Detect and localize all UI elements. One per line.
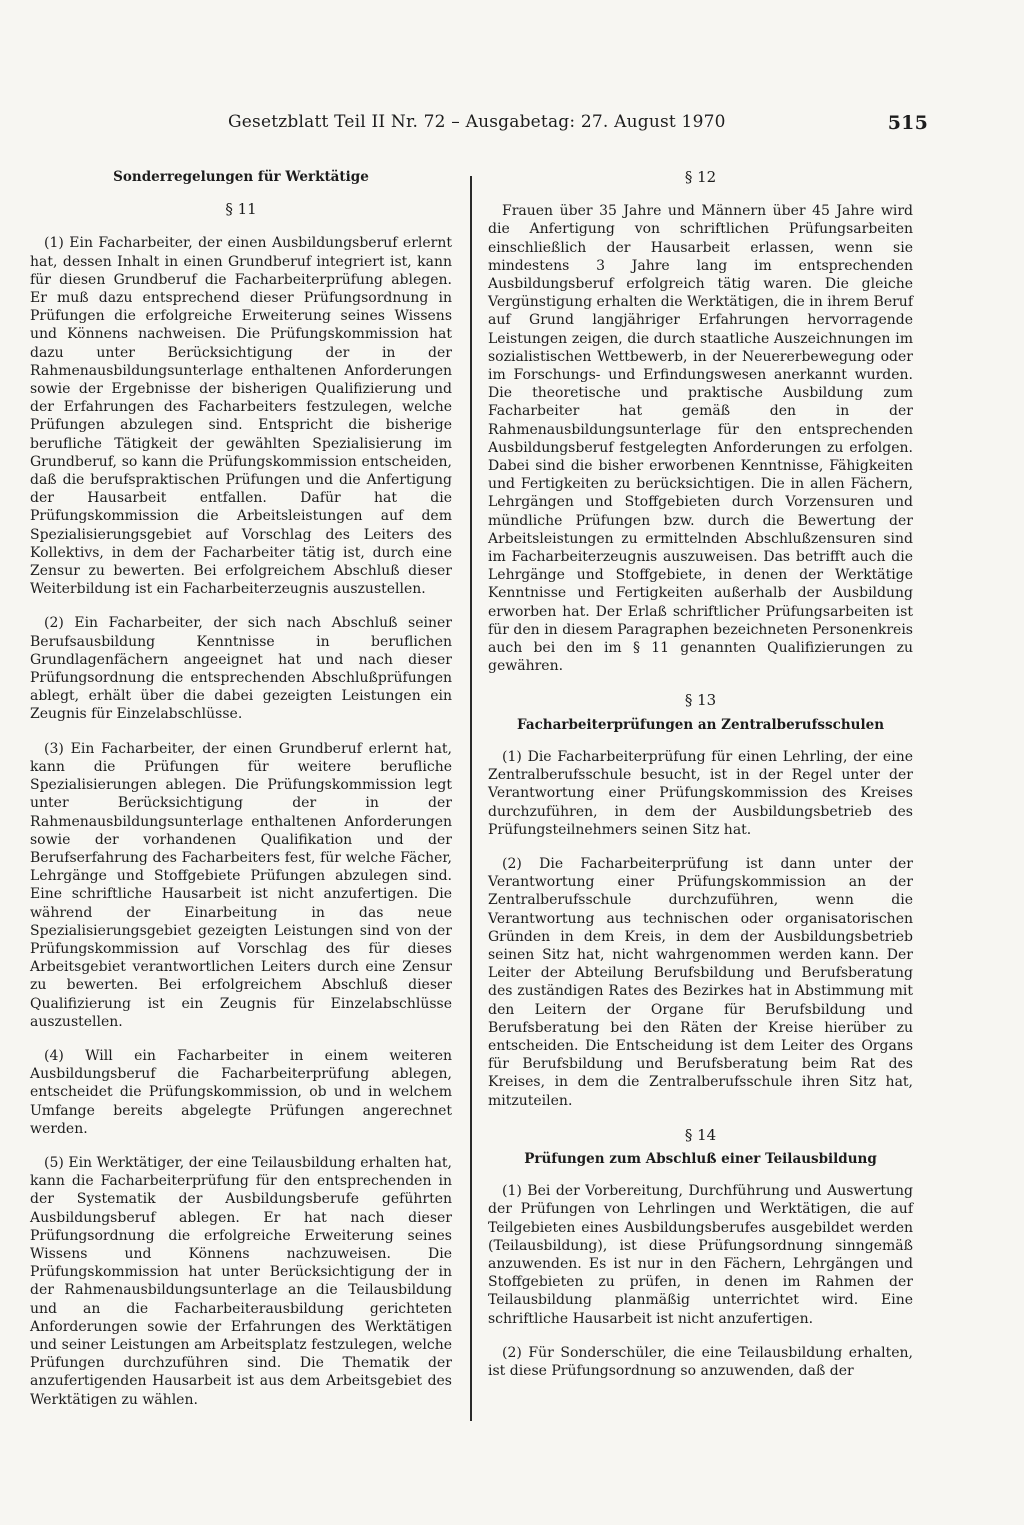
heading-13: Facharbeiterprüfungen an Zentralberufsschulen	[516, 716, 885, 733]
paragraph-11-1: (1) Ein Facharbeiter, der einen Ausbildungsberuf erlernt hat, dessen Inhalt in einen Grundberuf integriert ist, kann für diesen Grundberuf die Facharbeiterprüfung ablegen. Er muß dazu entsprechend dieser Prüfungsordnung in Prüfungen die erfolgreiche Erweiterung seines Wissens und Könnens nachweisen. Die Prüfungskommission hat dazu unter Berücksichtigung der in der Rahmenausbildungsunterlage enthaltenen Anforderungen sowie der Ergebnisse der bisherigen Qualifizierung und der Erfahrungen des Facharbeiters festzulegen, welche Prüfungen abzulegen sind. Entspricht die bisherige berufliche Tätigkeit der gewählten Spezialisierung im Grundberuf, so kann die Prüfungskommission entscheiden, daß die berufspraktischen Prüfungen und die Anfertigung der Hausarbeit entfallen. Dafür hat die Prüfungskommission die Arbeitsleistungen auf dem Spezialisierungsgebiet auf Vorschlag des Leiters des Kollektivs, in dem der Facharbeiter tätig ist, durch eine Zensur zu bewerten. Bei erfolgreichem Abschluß dieser Weiterbildung ist ein Facharbeiterzeugnis auszustellen.	[30, 235, 452, 598]
right-column	[488, 168, 913, 1396]
page-number: 515	[887, 112, 928, 134]
page-header	[228, 112, 928, 138]
paragraph-12: Frauen über 35 Jahre und Männern über 45 Jahre wird die Anfertigung von schriftlichen Prüfungsarbeiten einschließlich der Hausarbeit erlassen, wenn sie mindestens 3 Jahre lang im entsprechenden Ausbildungsberuf erfolgreich tätig waren. Die gleiche Vergünstigung erhalten die Werktätigen, die in ihrem Beruf auf Grund langjähriger Erfahrungen hervorragende Leistungen zeigen, die durch staatliche Auszeichnungen im sozialistischen Wettbewerb, in der Neuererbewegung oder im Forschungs- und Erfindungswesen anerkannt wurden. Die theoretische und praktische Ausbildung zum Facharbeiter hat gemäß den in der Rahmenausbildungsunterlage für den entsprechenden Ausbildungsberuf festgelegten Anforderungen zu erfolgen. Dabei sind die bisher erworbenen Kenntnisse, Fähigkeiten und Fertigkeiten zu berücksichtigen. Die in allen Fächern, Lehrgängen und Stoffgebieten durch Vorzensuren und mündliche Prüfungen bzw. durch die Bewertung der Arbeitsleistungen zu ermittelnden Abschlußzensuren sind im Facharbeiterzeugnis auszuweisen. Das betrifft auch die Lehrgänge und Stoffgebiete, in denen der Werktätige Kenntnisse und Fertigkeiten außerhalb der Ausbildung erworben hat. Der Erlaß schriftlicher Prüfungsarbeiten ist für den in diesem Paragraphen bezeichneten Personenkreis auch bei den im § 11 genannten Qualifizierungen zu gewähren.	[488, 203, 913, 675]
paragraph-14-2: (2) Für Sonderschüler, die eine Teilausbildung erhalten, ist diese Prüfungsordnung so anzuwenden, daß der	[488, 1344, 913, 1379]
heading-14: Prüfungen zum Abschluß einer Teilausbildung	[524, 1150, 877, 1167]
paragraph-11-2: (2) Ein Facharbeiter, der sich nach Abschluß seiner Berufsausbildung Kenntnisse in beruflichen Grundlagenfächern angeeignet hat und nach dieser Prüfungsordnung die entsprechenden Abschlußprüfungen ablegt, erhält über die dabei gezeigten Leistungen ein Zeugnis für Einzelabschlüsse.	[30, 615, 452, 723]
gazette-title: Gesetzblatt Teil II Nr. 72 – Ausgabetag: 27. August 1970	[228, 112, 726, 132]
heading-sonderregelungen: Sonderregelungen für Werktätige	[113, 169, 369, 185]
left-column	[30, 168, 452, 1425]
paragraph-13-2: (2) Die Facharbeiterprüfung ist dann unter der Verantwortung einer Prüfungskommission an der Zentralberufsschule durchzuführen, wenn die Verantwortung aus technischen oder organisatorischen Gründen in dem Kreis, in dem der Ausbildungsbetrieb seinen Sitz hat, nicht wahrgenommen werden kann. Der Leiter der Abteilung Berufsbildung und Berufsberatung des zuständigen Rates des Bezirkes hat in Abstimmung mit den Leitern der Organe für Berufsbildung und Berufsberatung bei den Räten der Kreise hierüber zu entscheiden. Die Entscheidung ist dem Leiter des Organs für Berufsbildung und Berufsberatung beim Rat des Kreises, in dem die Zentralberufsschule ihren Sitz hat, mitzuteilen.	[488, 855, 913, 1109]
column-divider	[470, 176, 472, 1421]
paragraph-11-5: (5) Ein Werktätiger, der eine Teilausbildung erhalten hat, kann die Facharbeiterprüfung für den entsprechenden in der Systematik der Ausbildungsberufe geführten Ausbildungsberuf ablegen. Er hat nach dieser Prüfungsordnung die erfolgreiche Erweiterung seines Wissens und Könnens nachzuweisen. Die Prüfungskommission hat unter Berücksichtigung der in der Rahmenausbildungsunterlage an die Teilausbildung und an die Facharbeiterausbildung gerichteten Anforderungen sowie der Erfahrungen des Werktätigen und seiner Leistungen am Arbeitsplatz festzulegen, welche Prüfungen durchzuführen sind. Die Thematik der anzufertigenden Hausarbeit ist aus dem Arbeitsgebiet des Werktätigen zu wählen.	[30, 1154, 452, 1408]
section-12-title: § 12	[684, 168, 717, 186]
paragraph-11-4: (4) Will ein Facharbeiter in einem weiteren Ausbildungsberuf die Facharbeiterprüfung ablegen, entscheidet die Prüfungskommission, ob und in welchem Umfange bereits abgelegte Prüfungen angerechnet werden.	[30, 1047, 452, 1137]
section-13-title: § 13	[684, 691, 717, 710]
paragraph-11-3: (3) Ein Facharbeiter, der einen Grundberuf erlernt hat, kann die Prüfungen für weitere berufliche Spezialisierungen ablegen. Die Prüfungskommission legt unter Berücksichtigung der in der Rahmenausbildungsunterlage enthaltenen Anforderungen sowie der vorhandenen Qualifikation und der Berufserfahrung des Facharbeiters fest, für welche Fächer, Lehrgänge und Stoffgebiete Prüfungen abzulegen sind. Eine schriftliche Hausarbeit ist nicht anzufertigen. Die während der Einarbeitung in das neue Spezialisierungsgebiet gezeigten Leistungen sind von der Prüfungskommission auf Vorschlag des für dieses Arbeitsgebiet verantwortlichen Leiters durch eine Zensur zu bewerten. Bei erfolgreichem Abschluß dieser Qualifizierung ist ein Zeugnis für Einzelabschlüsse auszustellen.	[30, 740, 452, 1030]
paragraph-14-1: (1) Bei der Vorbereitung, Durchführung und Auswertung der Prüfungen von Lehrlingen und Werktätigen, die auf Teilgebieten eines Ausbildungsberufes ausgebildet werden (Teilausbildung), ist diese Prüfungsordnung sinngemäß anzuwenden. Es ist nur in den Fächern, Lehrgängen und Stoffgebieten zu prüfen, in denen im Rahmen der Teilausbildung planmäßig unterrichtet wird. Eine schriftliche Hausarbeit ist nicht anzufertigen.	[488, 1183, 913, 1327]
section-11-title: § 11	[225, 200, 257, 219]
paragraph-13-1: (1) Die Facharbeiterprüfung für einen Lehrling, der eine Zentralberufsschule besucht, ist in der Regel unter der Verantwortung einer Prüfungskommission des Kreises durchzuführen, in dem der Ausbildungsbetrieb des Prüfungsteilnehmers seinen Sitz hat.	[488, 748, 913, 838]
section-14-title: § 14	[684, 1125, 717, 1144]
